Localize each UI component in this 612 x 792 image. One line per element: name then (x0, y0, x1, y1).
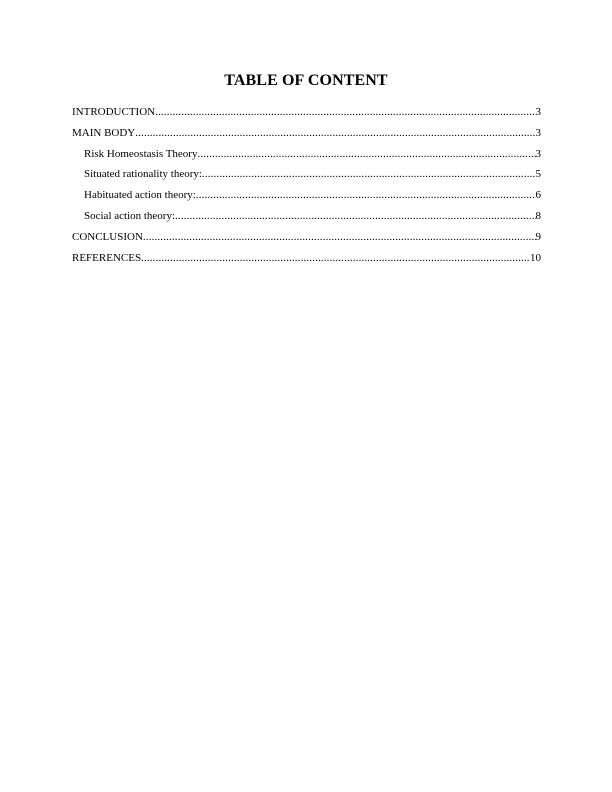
toc-entry-page-number: 5 (535, 168, 541, 181)
toc-entry-social-action-theory[interactable] (72, 208, 541, 229)
toc-entry-page-number: 3 (535, 106, 541, 118)
dot-leader (197, 146, 535, 162)
dot-leader (135, 125, 535, 141)
toc-entry-label: Situated rationality theory: (84, 168, 202, 181)
dot-leader (175, 208, 535, 224)
toc-entry-label: INTRODUCTION (72, 106, 156, 118)
toc-entry-page-number: 3 (535, 126, 541, 139)
toc-entry-label: Risk Homeostasis Theory (84, 147, 198, 160)
dot-leader (196, 187, 536, 203)
toc-entry-page-number: 3 (535, 147, 541, 160)
dot-leader (202, 166, 536, 182)
toc-entry-main-body[interactable] (72, 125, 541, 146)
toc-entry-introduction[interactable] (72, 104, 541, 125)
toc-entry-references[interactable] (72, 250, 541, 271)
toc-entry-label: CONCLUSION (72, 230, 143, 243)
toc-entry-situated-rationality-theory[interactable] (72, 166, 541, 187)
toc-entry-page-number: 9 (535, 230, 541, 243)
dot-leader (155, 104, 535, 120)
toc-entry-page-number: 8 (535, 209, 541, 222)
toc-entry-label: MAIN BODY (72, 126, 136, 139)
dot-leader (143, 229, 536, 245)
toc-entry-page-number: 10 (530, 251, 541, 264)
toc-entry-habituated-action-theory[interactable] (72, 187, 541, 208)
toc-entry-conclusion[interactable] (72, 229, 541, 250)
dot-leader (141, 250, 530, 266)
toc-entry-label: Habituated action theory: (84, 189, 196, 202)
toc-entry-page-number: 6 (535, 189, 541, 202)
toc-list (72, 104, 541, 270)
toc-entry-risk-homeostasis-theory[interactable] (72, 146, 541, 167)
toc-entry-label: Social action theory: (84, 209, 176, 222)
toc-heading: TABLE OF CONTENT (224, 72, 388, 89)
toc-entry-label: REFERENCES (72, 251, 142, 264)
